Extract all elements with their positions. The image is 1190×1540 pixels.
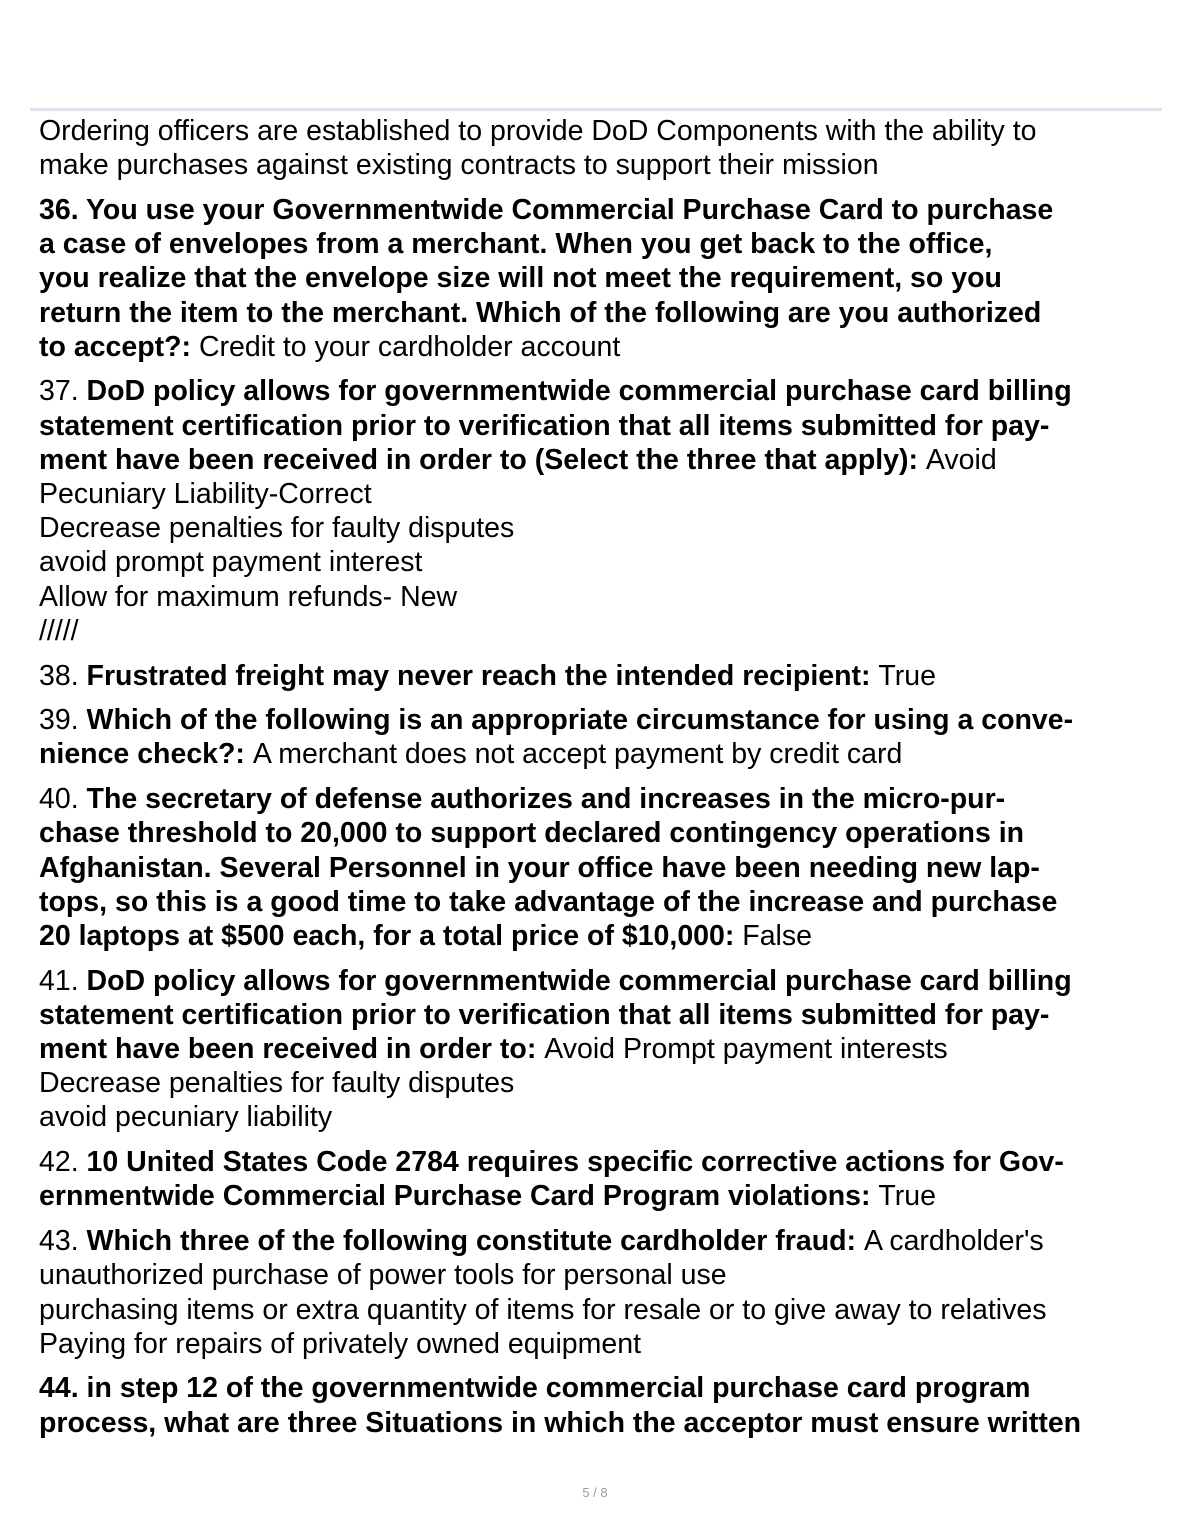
text-line [39,1258,1159,1292]
answer-text: Pecuniary Liability-Correct [39,478,372,511]
page-number: 5 / 8 [582,1485,608,1500]
text-line [39,1066,1159,1100]
answer-text: False [742,919,812,952]
text-line [39,148,1159,182]
qa-block [39,193,1159,364]
answer-text: True [878,659,936,692]
text-line [39,227,1159,261]
question-text: 44. in step 12 of the governmentwide commercial purchase card program [39,1372,1031,1405]
answer-text: purchasing items or extra quantity of items for resale or to give away to relatives [39,1293,1047,1326]
text-line [39,1293,1159,1327]
qa-block [39,782,1159,953]
question-text: return the item to the merchant. Which of the following are you authorized [39,296,1042,329]
question-text: a case of envelopes from a merchant. When you get back to the office, [39,228,993,261]
question-text: process, what are three Situations in which the acceptor must ensure written [39,1406,1082,1439]
answer-text: ///// [39,614,79,647]
answer-text: 40. [39,783,87,816]
answer-text: avoid pecuniary liability [39,1101,333,1134]
text-line [39,511,1159,545]
question-text: ernmentwide Commercial Purchase Card Program violations: [39,1180,879,1213]
text-line [39,614,1159,648]
text-line [39,1145,1159,1179]
document-body [39,114,1159,1450]
answer-text: unauthorized purchase of power tools for personal use [39,1259,727,1292]
question-text: Which of the following is an appropriate circumstance for using a conve- [86,704,1074,737]
question-text: 20 laptops at $500 each, for a total price of $10,000: [39,919,743,952]
answer-text: avoid prompt payment interest [39,546,423,579]
question-text: ment have been received in order to: [39,1033,545,1066]
qa-block [39,114,1159,182]
text-line [39,1179,1159,1213]
answer-text: Avoid [925,443,997,476]
qa-block [39,374,1159,648]
question-text: DoD policy allows for governmentwide commercial purchase card billing [86,964,1072,997]
answer-text: 42. [39,1146,87,1179]
text-line [39,580,1159,614]
qa-block [39,703,1159,771]
text-line [39,816,1159,850]
answer-text: Allow for maximum refunds- New [39,580,458,613]
answer-text: Avoid Prompt payment interests [544,1033,948,1066]
question-text: DoD policy allows for governmentwide commercial purchase card billing [86,375,1072,408]
question-text: to accept?: [39,330,199,363]
question-text: chase threshold to 20,000 to support declared contingency operations in [39,817,1025,850]
text-line [39,193,1159,227]
question-text: you realize that the envelope size will not meet the requirement, so you [39,262,1002,295]
qa-block [39,1224,1159,1361]
question-text: Afghanistan. Several Personnel in your office have been needing new lap- [39,851,1040,884]
text-line [39,374,1159,408]
answer-text: 38. [39,659,87,692]
text-line [39,998,1159,1032]
answer-text: 41. [39,964,87,997]
qa-block [39,1145,1159,1213]
qa-block [39,659,1159,693]
answer-text: Decrease penalties for faulty disputes [39,512,515,545]
question-text: nience check?: [39,738,253,771]
text-line [39,885,1159,919]
question-text: ment have been received in order to (Select the three that apply): [39,443,926,476]
question-text: Which three of the following constitute cardholder fraud: [86,1225,864,1258]
header-divider [30,108,1162,111]
text-line [39,1224,1159,1258]
text-line [39,782,1159,816]
answer-text: Paying for repairs of privately owned equipment [39,1327,641,1360]
answer-text: A cardholder's [863,1225,1044,1258]
text-line [39,545,1159,579]
answer-text: Decrease penalties for faulty disputes [39,1067,515,1100]
answer-text: Credit to your cardholder account [198,330,621,363]
text-line [39,659,1159,693]
text-line [39,1032,1159,1066]
answer-text: Ordering officers are established to provide DoD Components with the ability to [39,115,1037,147]
text-line [39,443,1159,477]
answer-text: 39. [39,704,87,737]
answer-text: make purchases against existing contracts to support their mission [39,149,879,182]
qa-block [39,964,1159,1135]
answer-text: A merchant does not accept payment by credit card [252,738,903,771]
text-line [39,1371,1159,1405]
text-line [39,964,1159,998]
text-line [39,1406,1159,1440]
question-text: tops, so this is a good time to take advantage of the increase and purchase [39,885,1058,918]
text-line [39,737,1159,771]
text-line [39,919,1159,953]
text-line [39,409,1159,443]
question-text: statement certification prior to verification that all items submitted for pay- [39,409,1050,442]
text-line [39,1100,1159,1134]
question-text: 10 United States Code 2784 requires specific corrective actions for Gov- [86,1146,1064,1179]
answer-text: 43. [39,1225,87,1258]
answer-text: 37. [39,375,87,408]
question-text: 36. You use your Governmentwide Commercial Purchase Card to purchase [39,193,1054,226]
question-text: The secretary of defense authorizes and increases in the micro-pur- [86,783,1006,816]
text-line [39,703,1159,737]
question-text: Frustrated freight may never reach the intended recipient: [86,659,879,692]
qa-block [39,1371,1159,1439]
text-line [39,1327,1159,1361]
question-text: statement certification prior to verification that all items submitted for pay- [39,998,1050,1031]
text-line [39,477,1159,511]
answer-text: True [878,1180,936,1213]
text-line [39,851,1159,885]
text-line [39,261,1159,295]
text-line [39,114,1159,148]
text-line [39,296,1159,330]
text-line [39,330,1159,364]
